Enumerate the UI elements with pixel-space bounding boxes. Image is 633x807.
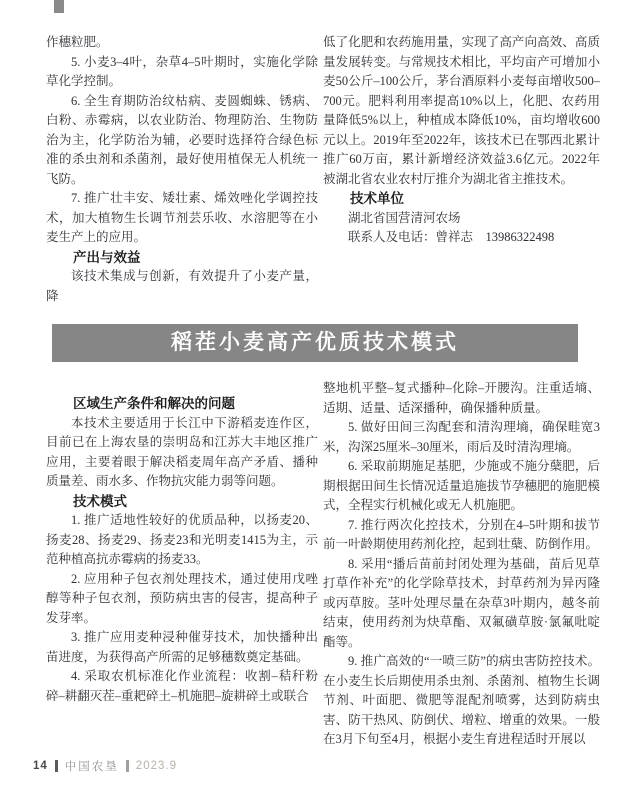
issue-date: 2023.9 (135, 760, 177, 772)
body-paragraph: 本技术主要适用于长江中下游稻麦连作区，目前已在上海农垦的崇明岛和江苏大丰地区推广应用，主要着眼于解决稻麦周年高产矛盾、播种质量差、雨水多、作物抗灾能力弱等问题。 (46, 415, 318, 488)
article-title-banner: 稻茬小麦高产优质技术模式 (52, 324, 578, 362)
body-paragraph: 作穗粒肥。 (46, 35, 109, 49)
text-column-bottom-left (46, 394, 318, 706)
body-paragraph: 低了化肥和农药施用量，实现了高产向高效、高质量发展转变。与常规技术相比，平均亩产可增加小麦50公斤–100公斤，茅台酒原料小麦每亩增收500–700元。肥料利用率提高10%以上，化肥、农药用量降低5%以上，种植成本降低10%，亩均增收600元以上。2019年至2022年，该技术已在鄂西北累计推广60万亩，累计新增经济效益3.6亿元。2022年被湖北省农业农村厅推介为湖北省主推技术。 (323, 35, 600, 186)
section-heading: 产出与效益 (73, 249, 141, 265)
body-paragraph: 6. 全生育期防治纹枯病、麦圆蜘蛛、锈病、白粉、赤霉病，以农业防治、物理防治、生物防治为主，化学防治为辅，必要时选择符合绿色标准的杀虫剂和杀菌剂，最好使用植保无人机统一飞防。 (46, 93, 318, 186)
body-paragraph: 5. 做好田间三沟配套和清沟理墒，确保畦宽3米，沟深25厘米–30厘米，雨后及时清沟理墒。 (323, 420, 600, 454)
body-paragraph: 7. 推广壮丰安、矮壮素、烯效唑化学调控技术，加大植物生长调节剂芸乐收、水溶肥等在小麦生产上的应用。 (46, 191, 318, 244)
page-footer (33, 758, 177, 774)
body-paragraph: 7. 推行两次化控技术，分别在4–5叶期和拔节前一叶龄期使用药剂化控，起到壮蘖、防倒作用。 (323, 517, 600, 551)
body-paragraph: 6. 采取前期施足基肥，少施或不施分蘖肥，后期根据田间生长情况适量追施拔节孕穗肥的施肥模式，全程实行机械化或无人机施肥。 (323, 459, 600, 512)
body-paragraph: 1. 推广适地性较好的优质品种，以扬麦20、扬麦28、扬麦29、扬麦23和光明麦1415为主，示范种植高抗赤霉病的扬麦33。 (46, 513, 318, 566)
text-column-top-right (323, 33, 600, 248)
footer-divider (126, 760, 129, 772)
body-paragraph: 3. 推广应用麦种浸种催芽技术，加快播种出苗进度，为获得高产所需的足够穗数奠定基础。 (46, 630, 318, 664)
bleed-mark (54, 0, 64, 13)
footer-divider (55, 760, 58, 772)
body-paragraph: 该技术集成与创新，有效提升了小麦产量，降 (46, 269, 318, 303)
body-paragraph: 整地机平整–复式播种–化除–开腰沟。注重适墒、适期、适量、适深播种，确保播种质量。 (323, 381, 600, 415)
text-column-top-left (46, 33, 318, 306)
contact-phone: 联系人及电话：曾祥志 13986322498 (348, 230, 555, 244)
body-paragraph: 5. 小麦3–4叶，杂草4–5叶期时，实施化学除草化学控制。 (46, 54, 318, 88)
section-heading: 区域生产条件和解决的问题 (73, 396, 235, 411)
magazine-name: 中国农垦 (64, 761, 119, 773)
text-column-bottom-right (323, 379, 600, 750)
body-paragraph: 9. 推广高效的“一喷三防”的病虫害防控技术。在小麦生长后期使用杀虫剂、杀菌剂、植物生长调节剂、叶面肥、微肥等混配剂喷雾，达到防病虫害、防干热风、防倒伏、增粒、增重的效果。一般在3月下旬至4月，根据小麦生育进程适时开展以 (323, 654, 600, 746)
body-paragraph: 4. 采取农机标准化作业流程：收割–秸秆粉碎–耕翻灭茬–重耙碎土–机施肥–旋耕碎土或联合 (46, 669, 318, 703)
page-number: 14 (33, 760, 48, 772)
section-heading: 技术单位 (350, 191, 404, 206)
section-heading: 技术模式 (73, 493, 127, 509)
body-paragraph: 8. 采用“播后苗前封闭处理为基础，苗后见草打草作补充”的化学除草技术，封草药剂为异丙隆或丙草胺。茎叶处理尽量在杂草3叶期内，越冬前结束，使用药剂为炔草酯、双氟磺草胺·氯氟吡啶酯等。 (323, 556, 600, 649)
body-paragraph: 2. 应用种子包衣剂处理技术，通过使用戊唑醇等种子包衣剂，预防病虫害的侵害，提高种子发芽率。 (46, 571, 318, 625)
contact-unit: 湖北省国营清河农场 (348, 210, 461, 225)
